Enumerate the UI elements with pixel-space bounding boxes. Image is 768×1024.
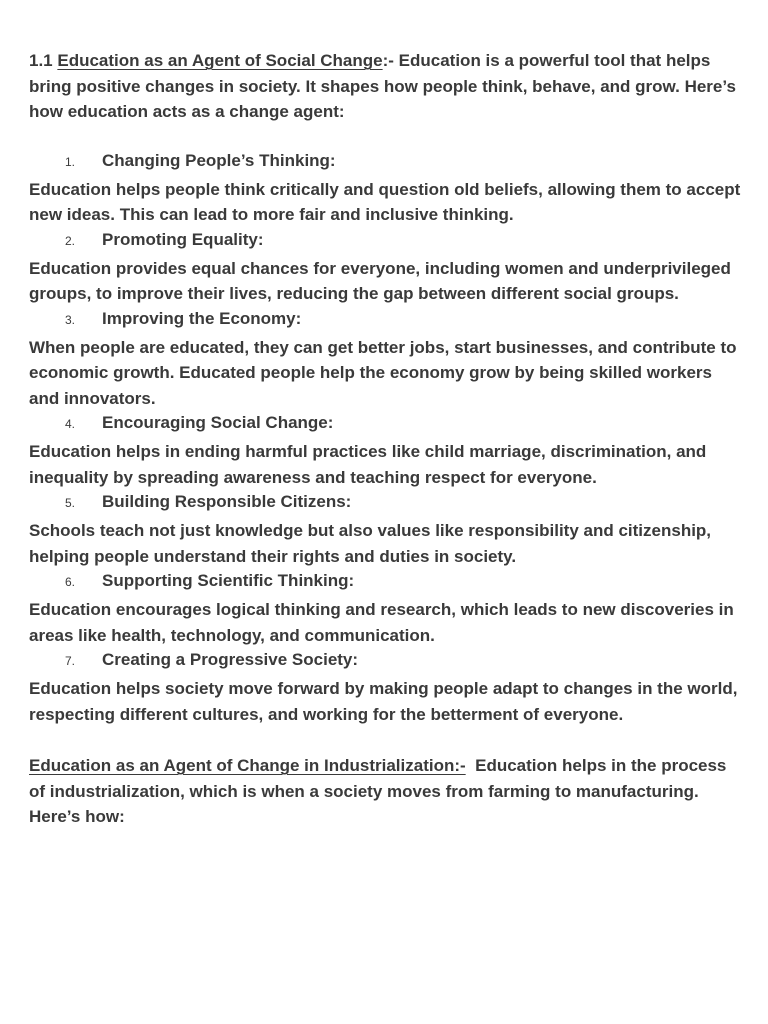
list-item-number: 1. (65, 154, 76, 169)
intro-text: :- Education is a powerful tool that helps bring positive changes in society. It shapes how people think, behave, and grow. Here’s how education acts as a change agent: (29, 51, 736, 121)
list-item-body: Education helps society move forward by making people adapt to changes in the world, respecting different cultures, and working for the betterment of everyone. (29, 679, 738, 724)
list-item-body: Schools teach not just knowledge but also values like responsibility and citizenship, helping people understand their rights and duties in society. (29, 521, 712, 566)
list-item-number: 3. (65, 312, 76, 327)
list-item-body: Education helps in ending harmful practices like child marriage, discrimination, and inequality by spreading awareness and teaching respect for everyone. (29, 442, 707, 487)
list-item-header (29, 413, 741, 439)
list-item-header (29, 230, 741, 256)
list-item-heading: Promoting Equality: (102, 229, 264, 249)
list-item (29, 650, 741, 727)
list-item (29, 413, 741, 490)
list-item (29, 151, 741, 228)
list-item-number: 2. (65, 233, 76, 248)
list-item-header (29, 650, 741, 676)
list-item-header (29, 309, 741, 335)
section2-title: Education as an Agent of Change in Industrialization:- (29, 756, 466, 775)
list-item-heading: Changing People’s Thinking: (102, 150, 336, 170)
list-item-number: 7. (65, 654, 76, 668)
list-item-header (29, 571, 741, 597)
list-item (29, 309, 741, 412)
list-item (29, 230, 741, 307)
list-item-number: 4. (65, 417, 76, 431)
list-item (29, 571, 741, 648)
numbered-list (29, 151, 741, 728)
list-item-body: When people are educated, they can get better jobs, start businesses, and contribute to economic growth. Educated people help the economy grow by being skilled workers and innovators. (29, 337, 737, 408)
list-item-body: Education provides equal chances for everyone, including women and underprivileged groups, to improve their lives, reducing the gap between different social groups. (29, 258, 731, 303)
section2-text: Education helps in the process of industrialization, which is when a society moves from farming to manufacturing. Here’s how: (29, 756, 732, 826)
list-item-number: 6. (65, 575, 76, 589)
list-item-header (29, 151, 741, 177)
list-item-header (29, 492, 741, 518)
section-number: 1.1 (29, 51, 58, 70)
section-title: Education as an Agent of Social Change (57, 51, 383, 70)
list-item-heading: Supporting Scientific Thinking: (102, 571, 355, 590)
list-item-heading: Building Responsible Citizens: (102, 492, 352, 511)
list-item-heading: Improving the Economy: (102, 308, 302, 328)
list-item-body: Education encourages logical thinking and research, which leads to new discoveries in areas like health, technology, and communication. (29, 600, 734, 645)
list-item-body: Education helps people think critically and question old beliefs, allowing them to accept new ideas. This can lead to more fair and inclusive thinking. (29, 179, 741, 224)
document-page (29, 48, 741, 830)
list-item-heading: Creating a Progressive Society: (102, 650, 359, 669)
list-item-heading: Encouraging Social Change: (102, 413, 334, 432)
intro-paragraph (29, 48, 741, 125)
list-item-number: 5. (65, 496, 76, 510)
section2-paragraph (29, 753, 741, 830)
list-item (29, 492, 741, 569)
